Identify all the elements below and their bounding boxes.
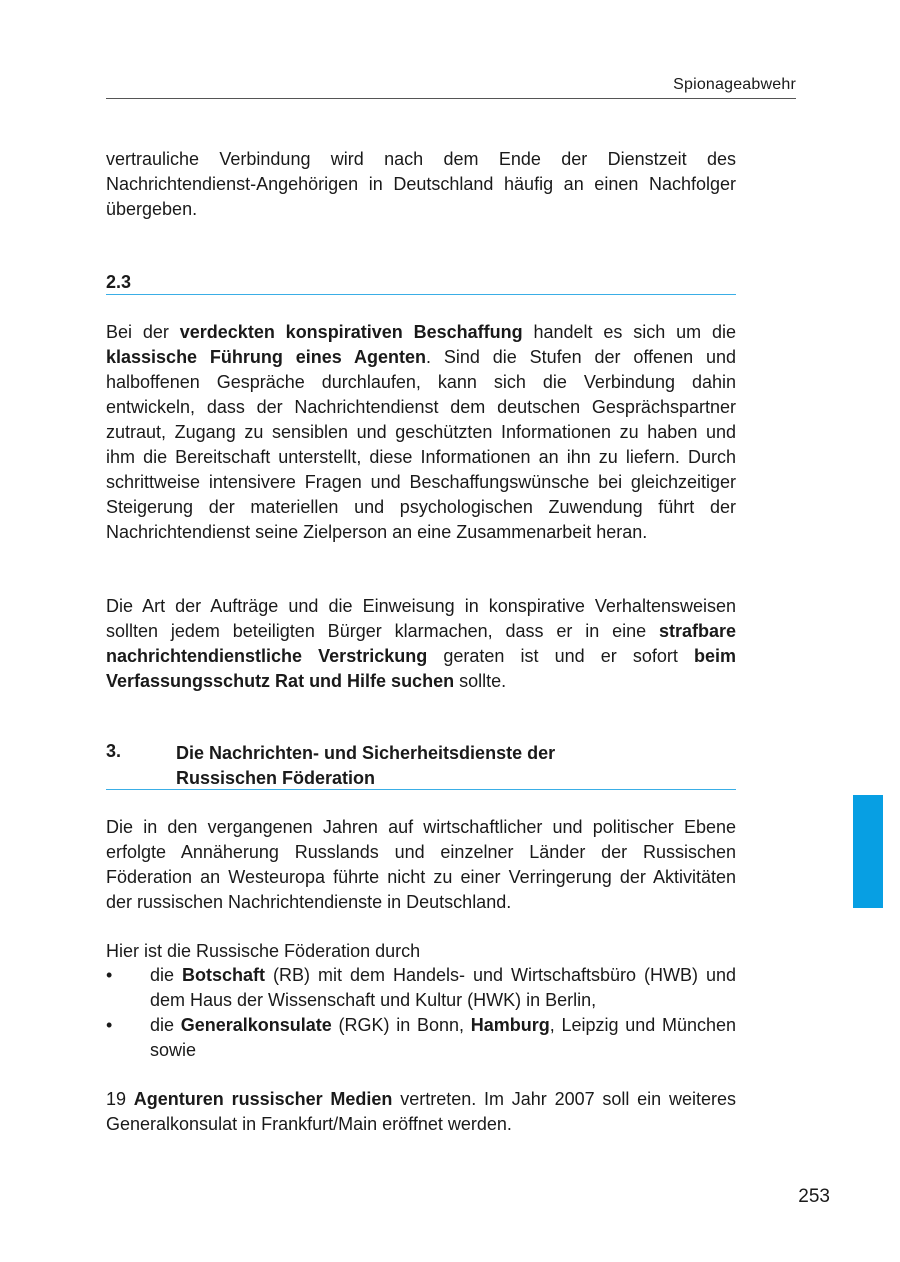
chapter-side-tab — [853, 795, 883, 908]
section-rule-2-3 — [106, 294, 736, 295]
section-3-paragraph-1: Die in den vergangenen Jahren auf wirtschaftlicher und politischer Ebene erfolgte Annäherung Russlands und einzelner Länder der Russischen Föderation an Westeuropa führte nicht zu einer Verringerung der Aktivitäten der russischen Nachrichtendienste in Deutschland. — [106, 817, 736, 912]
page-number: 253 — [798, 1186, 830, 1207]
bold-term: Generalkonsulate — [180, 1015, 332, 1035]
bold-term: Agenturen russischer Medien — [133, 1089, 393, 1109]
section-2-3-paragraph-2: Die Art der Aufträge und die Einweisung in konspirative Verhaltensweisen sollten jedem beteiligten Bürger klarmachen, dass er in eine strafbare nachrichtendienstliche Verstrickung geraten ist und er sofort beim Verfassungsschutz Rat und Hilfe suchen sollte. — [106, 596, 736, 691]
section-3-title-line-2: Russischen Föderation — [176, 768, 376, 788]
list-item-text: die Generalkonsulate (RGK) in Bonn, Hamburg, Leipzig und München sowie — [150, 1015, 737, 1060]
list-item-text: die Botschaft (RB) mit dem Handels- und Wirtschaftsbüro (HWB) und dem Haus der Wissenschaft und Kultur (HWK) in Berlin, — [150, 965, 736, 1010]
section-3-title-line-1: Die Nachrichten- und Sicherheitsdienste der — [176, 743, 556, 763]
section-rule-3 — [106, 789, 736, 790]
running-header: Spionageabwehr — [673, 76, 796, 93]
bold-term: verdeckten konspirativen Beschaffung — [179, 322, 523, 342]
bold-term: strafbare nachrichtendienstliche Verstrickung — [106, 621, 736, 666]
bullet-icon: • — [106, 1015, 113, 1035]
bold-term: klassische Führung eines Agenten — [106, 347, 426, 367]
section-number-3: 3. — [106, 741, 122, 761]
section-3-paragraph-2: 19 Agenturen russischer Medien vertreten. Im Jahr 2007 soll ein weiteres Generalkonsulat in Frankfurt/Main eröffnet werden. — [106, 1089, 736, 1134]
bold-term: Hamburg — [470, 1015, 550, 1035]
bold-term: beim Verfassungsschutz Rat und Hilfe suchen — [106, 646, 736, 691]
section-3-title — [176, 741, 555, 791]
section-2-3-paragraph-1: Bei der verdeckten konspirativen Beschaffung handelt es sich um die klassische Führung eines Agenten. Sind die Stufen der offenen und halboffenen Gespräche durchlaufen, kann sich die Verbindung dahin entwickeln, dass der Nachrichtendienst dem deutschen Gesprächspartner zutraut, Zugang zu sensiblen und geschützten Informationen zu haben und ihm die Bereitschaft unterstellt, diese Informationen an ihn zu liefern. Durch schrittweise intensivere Fragen und Beschaffungswünsche bei gleichzeitiger Steigerung der materiellen und psychologischen Zuwendung führt der Nachrichtendienst seine Zielperson an eine Zusammenarbeit heran. — [106, 322, 736, 542]
list-item — [106, 1013, 736, 1063]
intro-paragraph: vertrauliche Verbindung wird nach dem Ende der Dienstzeit des Nachrichtendienst-Angehörigen in Deutschland häufig an einen Nachfolger übergeben. — [106, 149, 736, 219]
section-number-2-3: 2.3 — [106, 272, 132, 292]
header-rule — [106, 98, 796, 99]
list-item — [106, 963, 736, 1013]
bold-term: Botschaft — [182, 965, 266, 985]
list-intro: Hier ist die Russische Föderation durch — [106, 941, 421, 961]
bullet-icon: • — [106, 965, 113, 985]
representation-list — [106, 963, 736, 1063]
